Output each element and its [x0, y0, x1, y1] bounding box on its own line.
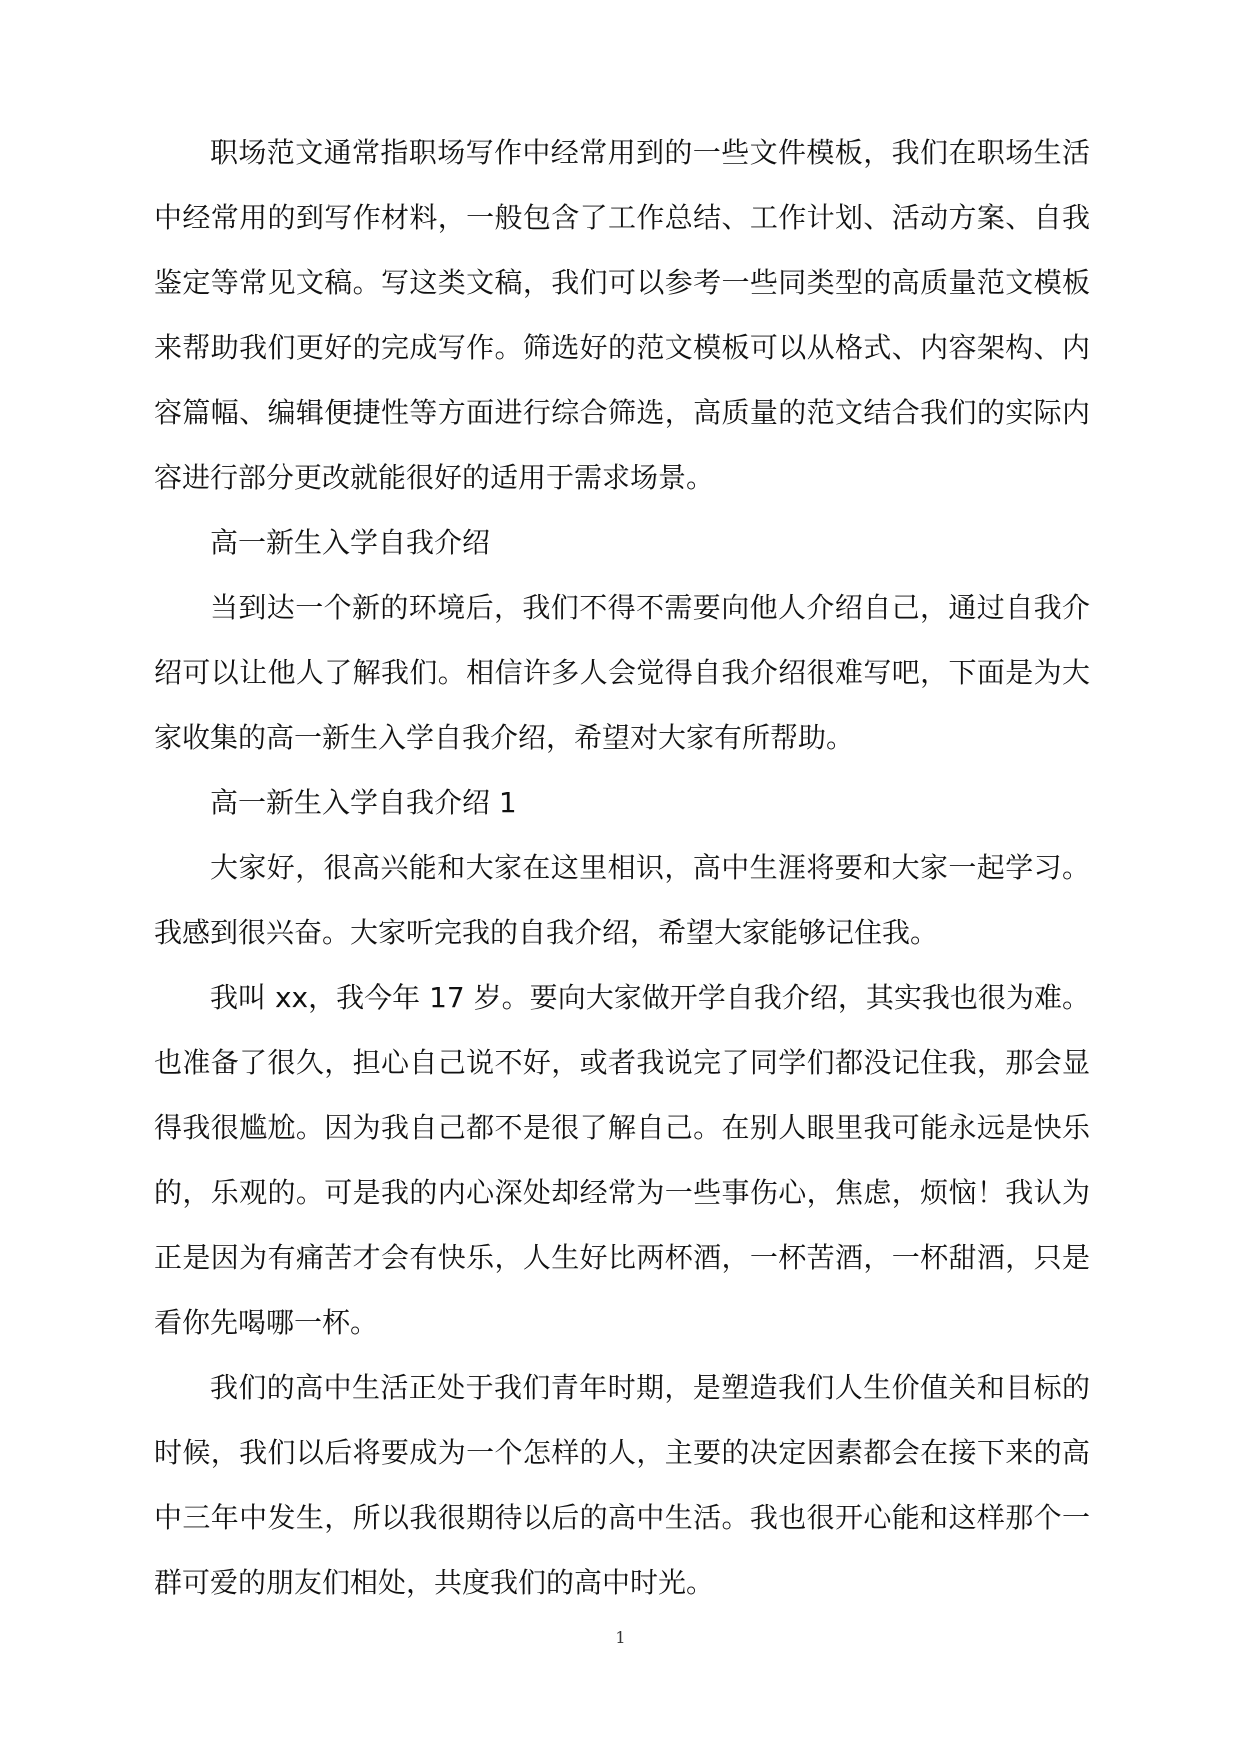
preface-paragraph: 当到达一个新的环境后，我们不得不需要向他人介绍自己，通过自我介绍可以让他人了解我们。相信许多人会觉得自我介绍很难写吧，下面是为大家收集的高一新生入学自我介绍，希望对大家有所帮助。	[154, 591, 1090, 754]
section-heading: 高一新生入学自我介绍	[210, 526, 491, 559]
document-body	[154, 120, 1090, 1615]
body-paragraph-greeting: 大家好，很高兴能和大家在这里相识，高中生涯将要和大家一起学习。我感到很兴奋。大家听完我的自我介绍，希望大家能够记住我。	[154, 851, 1090, 949]
subsection-heading: 高一新生入学自我介绍 1	[210, 786, 517, 819]
body-paragraph-self: 我叫 xx，我今年 17 岁。要向大家做开学自我介绍，其实我也很为难。也准备了很久，担心自己说不好，或者我说完了同学们都没记住我，那会显得我很尴尬。因为我自己都不是很了解自己。在别人眼里我可能永远是快乐的，乐观的。可是我的内心深处却经常为一些事伤心，焦虑，烦恼！我认为正是因为有痛苦才会有快乐，人生好比两杯酒，一杯苦酒，一杯甜酒，只是看你先喝哪一杯。	[154, 981, 1090, 1339]
body-paragraph-highschool: 我们的高中生活正处于我们青年时期，是塑造我们人生价值关和目标的时候，我们以后将要成为一个怎样的人，主要的决定因素都会在接下来的高中三年中发生，所以我很期待以后的高中生活。我也很开心能和这样那个一群可爱的朋友们相处，共度我们的高中时光。	[154, 1371, 1090, 1599]
intro-paragraph: 职场范文通常指职场写作中经常用到的一些文件模板，我们在职场生活中经常用的到写作材料，一般包含了工作总结、工作计划、活动方案、自我鉴定等常见文稿。写这类文稿，我们可以参考一些同类型的高质量范文模板来帮助我们更好的完成写作。筛选好的范文模板可以从格式、内容架构、内容篇幅、编辑便捷性等方面进行综合筛选，高质量的范文结合我们的实际内容进行部分更改就能很好的适用于需求场景。	[154, 136, 1090, 494]
page-number: 1	[615, 1628, 626, 1647]
